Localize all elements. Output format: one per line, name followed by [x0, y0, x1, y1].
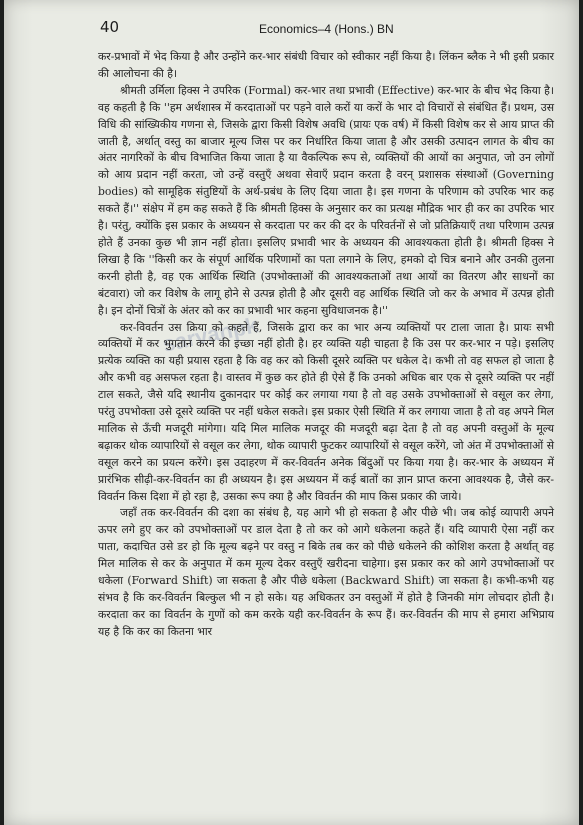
body-text	[98, 49, 554, 641]
paragraph-shifting-direction: जहाँ तक कर-विवर्तन की दशा का संबंध है, यह आगे भी हो सकता है और पीछे भी। जब कोई व्यापारी अपने ऊपर लगे हुए कर को उपभोक्ताओं पर डाल देता है तो कर को आगे धकेलना कहते हैं। यदि व्यापारी ऐसा नहीं कर पाता, कदाचित उसे डर हो कि मूल्य बढ़ने पर वस्तु न बिके तब कर को पीछे धकेलने की कोशिश करता है अर्थात् वह मिल मालिक से कर के अनुपात में कम मूल्य देकर वस्तुएँ खरीदना चाहेगा। इस प्रकार कर को आगे उपभोक्ताओं पर धकेला (Forward Shift) जा सकता है और पीछे धकेला (Backward Shift) जा सकता है। कभी-कभी यह संभव है कि कर-विवर्तन बिल्कुल भी न हो सके। यह अधिकतर उन वस्तुओं में होते है जिनकी मांग लोचदार होती है। करदाता कर का विवर्तन के गुणों को कम करके यही कर-विवर्तन के रूप हैं। कर-विवर्तन की माप से हमारा अभिप्राय यह है कि कर का कितना भार	[98, 506, 554, 638]
watermark: sarvanpk	[160, 312, 261, 357]
paragraph-continuation: कर-प्रभावों में भेद किया है और उन्होंने कर-भार संबंधी विचार को स्वीकार नहीं किया है। लिंकन ब्लैक ने भी इसी प्रकार की आलोचना की है।	[98, 50, 554, 80]
paragraph-shifting-definition: कर-विवर्तन उस क्रिया को कहते हैं, जिसके द्वारा कर का भार अन्य व्यक्तियों पर टाला जाता है। प्रायः सभी व्यक्तियों में कर भुगतान करने की इच्छा नहीं होती है। हर व्यक्ति यही चाहता है कि उस पर कर-भार न पड़े। इसलिए प्रत्येक व्यक्ति का यही प्रयास रहता है कि वह कर को किसी दूसरे व्यक्ति पर धकेल दे। कभी तो वह सफल हो जाता है और कभी वह असफल रहता है। वास्तव में कुछ कर होते ही ऐसे हैं कि उनको अधिक बार एक से दूसरे व्यक्ति पर नहीं टाल सकते, जैसे यदि स्थानीय दुकानदार पर कोई कर लगाया गया है तो वह उसके उपभोक्ताओं से वसूल कर लेगा, परंतु उपभोक्ता उसे दूसरे व्यक्ति पर नहीं धकेल सकते। इस प्रकार ऐसी स्थिति में कर लगाया जाता है तो वह अपने मिल मालिक से ऊँची मजदूरी मांगेगा। यदि मिल मालिक मजदूर की मजदूरी बढ़ा देता है तो वह अपनी वस्तुओं के मूल्य बढ़ाकर थोक व्यापारियों से वसूल कर लेगा, थोक व्यापारी फुटकर व्यापारियों से वसूल करेंगे, जो अंत में उपभोक्ताओं से वसूल करने का प्रयत्न करेंगे। इस उदाहरण में कर-विवर्तन अनेक बिंदुओं पर किया गया है। कर-भार के अध्ययन में प्रारंभिक सीढ़ी-कर-विवर्तन का ही अध्ययन है। इस अध्ययन में कई बातों का ज्ञान प्राप्त करना आवश्यक है, जैसे कर-विवर्तन किस दिशा में हो रहा है, उसका रूप क्या है और विवर्तन की माप किस प्रकार की जाये।	[98, 320, 554, 503]
paragraph-hicks: श्रीमती उर्मिला हिक्स ने उपरिक (Formal) कर-भार तथा प्रभावी (Effective) कर-भार के बीच भेद किया है। वह कहती है कि ''हम अर्थशास्त्र में करदाताओं पर पड़ने वाले करों या करों के भार दो विचारों से संबंधित हैं। प्रथम, उस विधि की सांख्यिकीय गणना से, जिसके द्वारा किसी विशेष अवधि (प्रायः एक वर्ष) में किसी विशेष कर से आय प्राप्त की जाती है, अर्थात् वस्तु का बाजार मूल्य जिस पर कर निर्धारित किया जाता है और उसकी उत्पादन लागत के बीच का अंतर नागरिकों के बीच विभाजित किया जाता है या वैकल्पिक रूप से, व्यक्तियों की आयों का अनुपात, जो उन लोगों को आय प्रदान नहीं करता, जो उन्हें वस्तुएँ अथवा सेवाएँ प्रदान करता है वरन् प्रशासक संस्थाओं (Governing bodies) को सामूहिक संतुष्टियों के अर्थ-प्रबंध के लिए दिया जाता है। इस गणना के परिणाम को उपरिक भार कह सकते हैं।'' संक्षेप में हम कह सकते हैं कि श्रीमती हिक्स के अनुसार कर का प्रत्यक्ष मौद्रिक भार ही कर का उपरिक भार है। परंतु, क्योंकि इस प्रकार के अध्ययन से करदाता पर कर की दर के परिवर्तनों से जो प्रतिक्रियाएँ तथा परिणाम उत्पन्न होते हैं उनका कुछ भी ज्ञान नहीं होता। इसलिए प्रभावी भार के अध्ययन की आवश्यकता होती है। श्रीमती हिक्स ने लिखा है कि ''किसी कर के संपूर्ण आर्थिक परिणामों का पता लगाने के लिए, हमको दो चित्र बनाने और उनकी तुलना करनी होती है, वह एक आर्थिक स्थिति (उपभोक्ताओं की आवश्यकताओं तथा आयों का वितरण और साधनों का बंटवारा) जो कर विशेष के लागू होने से उत्पन्न होती है और दूसरी वह आर्थिक स्थिति जो कर के अभाव में उत्पन्न होती है। इन दोनों चित्रों के अंतर को कर का प्रभावी भार कहना सुविधाजनक है।''	[98, 83, 554, 317]
running-head: Economics–4 (Hons.) BN	[259, 22, 394, 36]
page-number: 40	[100, 18, 120, 36]
book-page	[4, 0, 579, 825]
